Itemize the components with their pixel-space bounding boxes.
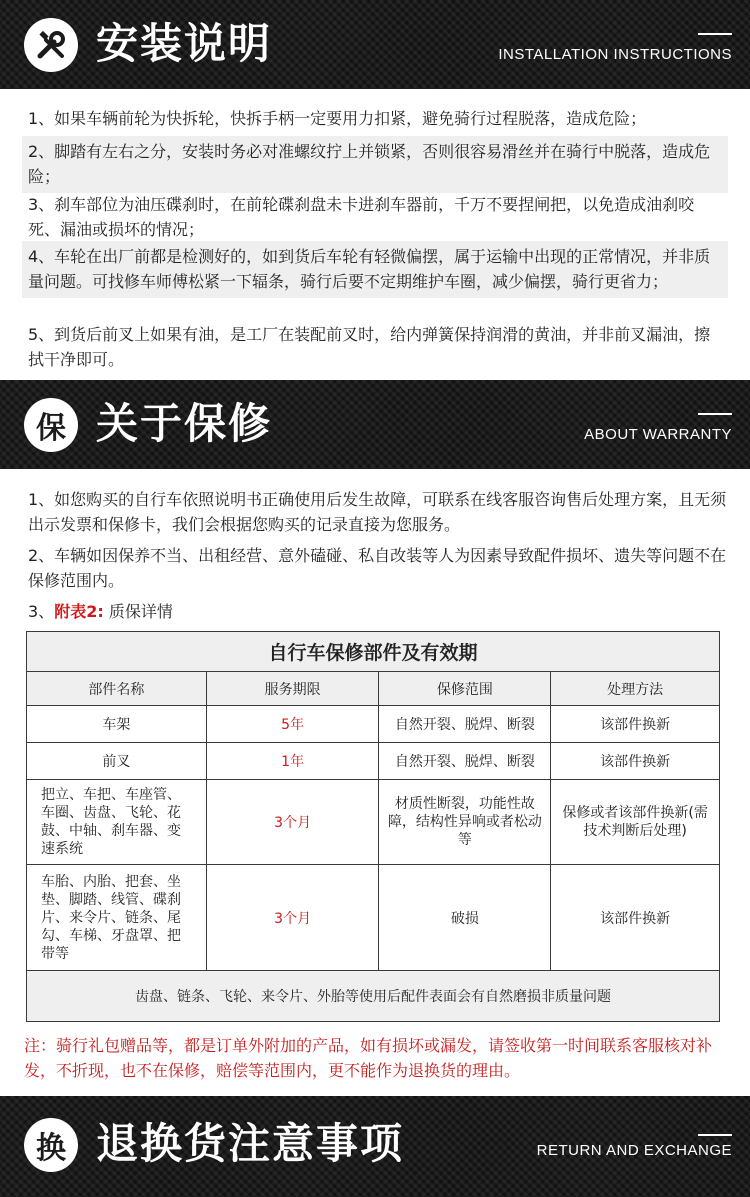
coverage: 自然开裂、脱焊、断裂: [379, 706, 551, 743]
service-period: 5年: [206, 706, 379, 743]
gift-note: 注：骑行礼包赠品等，都是订单外附加的产品，如有损坏或漏发，请签收第一时间联系客服核对补发，不折现，也不在保修，赔偿等范围内，更不能作为退换货的理由。: [24, 1036, 713, 1080]
coverage: 自然开裂、脱焊、断裂: [379, 743, 551, 780]
table-row: [27, 865, 720, 971]
decorative-dash: [698, 413, 732, 415]
section-title: 安装说明: [96, 19, 273, 68]
table-row: [27, 743, 720, 780]
decorative-dash: [698, 33, 732, 35]
exchange-banner: [0, 1096, 750, 1197]
column-header: 保修范围: [379, 672, 551, 706]
warranty-item-1: 1、如您购买的自行车依照说明书正确使用后发生故障，可联系在线客服咨询售后处理方案，且无须出示发票和保修卡，我们会根据您购买的记录直接为您服务。: [28, 490, 727, 534]
section-subtitle: INSTALLATION INSTRUCTIONS: [498, 46, 732, 63]
table-row: [27, 780, 720, 865]
exchange-badge-icon: 换: [24, 1118, 78, 1172]
service-period: 1年: [206, 743, 379, 780]
install-item-1: 1、如果车辆前轮为快拆轮，快拆手柄一定要用力扣紧，避免骑行过程脱落，造成危险；: [28, 109, 647, 128]
appendix-link-text: 附表2:: [54, 602, 104, 621]
column-header: 部件名称: [27, 672, 207, 706]
warranty-item-2: 2、车辆如因保养不当、出租经营、意外磕碰、私自改装等人为因素导致配件损坏、遗失等问题不在保修范围内。: [28, 546, 727, 590]
column-header: 处理方法: [551, 672, 720, 706]
section-title: 退换货注意事项: [96, 1119, 405, 1168]
treatment: 该部件换新: [551, 743, 720, 780]
install-item-2: 2、脚踏有左右之分，安装时务必对准螺纹拧上并锁紧，否则很容易滑丝并在骑行中脱落，造成危险；: [22, 136, 728, 193]
warranty-banner: [0, 380, 750, 469]
treatment: 该部件换新: [551, 706, 720, 743]
wrench-screwdriver-icon: [24, 18, 78, 72]
item-text: 质保详情: [103, 602, 173, 621]
install-item-5: 5、到货后前叉上如果有油，是工厂在装配前叉时，给内弹簧保持润滑的黄油，并非前叉漏油，擦拭干净即可。: [28, 325, 711, 369]
table-footer-note: 齿盘、链条、飞轮、来令片、外胎等使用后配件表面会有自然磨损非质量问题: [27, 971, 720, 1022]
part-name: 把立、车把、车座管、车圈、齿盘、飞轮、花鼓、中轴、刹车器、变速系统: [27, 780, 207, 865]
service-period: 3个月: [206, 865, 379, 971]
column-header: 服务期限: [206, 672, 379, 706]
install-item-4: 4、车轮在出厂前都是检测好的，如到货后车轮有轻微偏摆，属于运输中出现的正常情况，并非质量问题。可找修车师傅松紧一下辐条，骑行后要不定期维护车圈，减少偏摆，骑行更省力；: [22, 241, 728, 298]
warranty-table: [26, 631, 720, 1022]
part-name: 前叉: [27, 743, 207, 780]
section-subtitle: RETURN AND EXCHANGE: [536, 1142, 732, 1159]
warranty-item-3: [28, 599, 728, 624]
table-row: [27, 706, 720, 743]
service-period: 3个月: [206, 780, 379, 865]
part-name: 车架: [27, 706, 207, 743]
section-title: 关于保修: [96, 399, 273, 448]
item-number: 3、: [28, 602, 55, 621]
install-item-3: 3、刹车部位为油压碟刹时，在前轮碟刹盘未卡进刹车器前，千万不要捏闸把，以免造成油刹咬死、漏油或损坏的情况；: [28, 195, 695, 239]
treatment: 保修或者该部件换新(需技术判断后处理): [551, 780, 720, 865]
coverage: 材质性断裂，功能性故障，结构性异响或者松动等: [379, 780, 551, 865]
warranty-badge-icon: 保: [24, 398, 78, 452]
coverage: 破损: [379, 865, 551, 971]
table-caption: 自行车保修部件及有效期: [27, 632, 720, 672]
decorative-dash: [698, 1134, 732, 1136]
section-subtitle: ABOUT WARRANTY: [584, 426, 732, 443]
part-name: 车胎、内胎、把套、坐垫、脚踏、线管、碟刹片、来令片、链条、尾勾、车梯、牙盘罩、把带等: [27, 865, 207, 971]
installation-banner: [0, 0, 750, 89]
treatment: 该部件换新: [551, 865, 720, 971]
